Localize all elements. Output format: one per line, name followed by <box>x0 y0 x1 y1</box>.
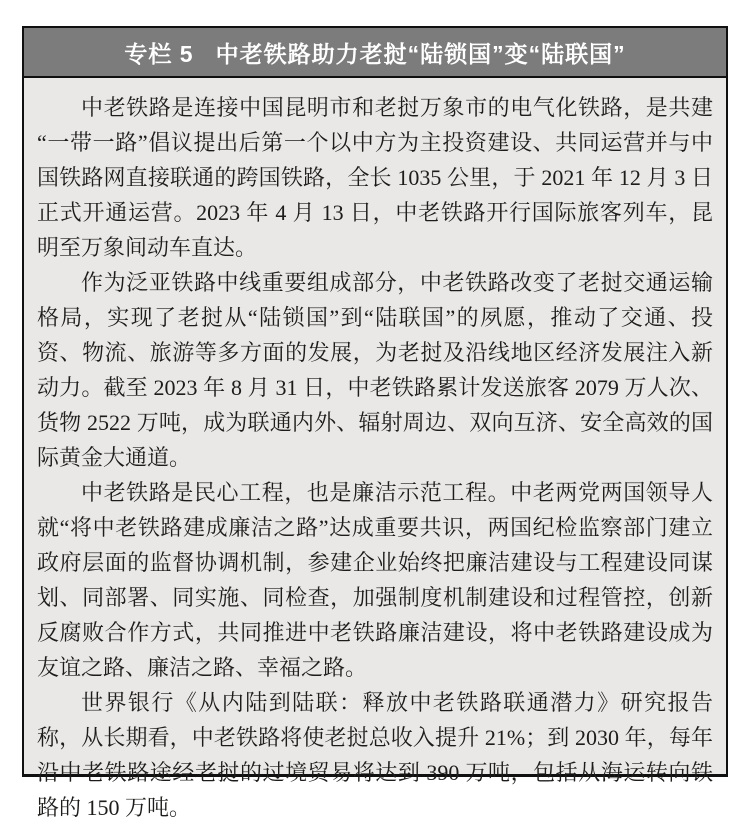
column-body <box>24 78 726 835</box>
column-header <box>24 28 726 78</box>
column-title: 中老铁路助力老挝“陆锁国”变“陆联国” <box>215 40 626 67</box>
paragraph-1: 中老铁路是连接中国昆明市和老挝万象市的电气化铁路，是共建“一带一路”倡议提出后第一个以中方为主投资建设、共同运营并与中国铁路网直接联通的跨国铁路，全长 1035 公里，于 2021 年 12 月 3 日正式开通运营。2023 年 4 月 13 日，中老铁路开行国际旅客列车，昆明至万象间动车直达。 <box>37 95 713 260</box>
column-label: 专栏 5 <box>124 40 194 67</box>
paragraph-3: 中老铁路是民心工程，也是廉洁示范工程。中老两党两国领导人就“将中老铁路建成廉洁之路”达成重要共识，两国纪检监察部门建立政府层面的监督协调机制，参建企业始终把廉洁建设与工程建设同谋划、同部署、同实施、同检查，加强制度机制建设和过程管控，创新反腐败合作方式，共同推进中老铁路廉洁建设，将中老铁路建设成为友谊之路、廉洁之路、幸福之路。 <box>37 480 713 680</box>
paragraph-4: 世界银行《从内陆到陆联：释放中老铁路联通潜力》研究报告称，从长期看，中老铁路将使老挝总收入提升 21%；到 2030 年，每年沿中老铁路途经老挝的过境贸易将达到 390 万吨，包括从海运转向铁路的 150 万吨。 <box>37 690 713 820</box>
paragraph-2: 作为泛亚铁路中线重要组成部分，中老铁路改变了老挝交通运输格局，实现了老挝从“陆锁国”到“陆联国”的夙愿，推动了交通、投资、物流、旅游等多方面的发展，为老挝及沿线地区经济发展注入新动力。截至 2023 年 8 月 31 日，中老铁路累计发送旅客 2079 万人次、货物 2522 万吨，成为联通内外、辐射周边、双向互济、安全高效的国际黄金大通道。 <box>37 270 713 470</box>
column-box <box>22 26 728 820</box>
